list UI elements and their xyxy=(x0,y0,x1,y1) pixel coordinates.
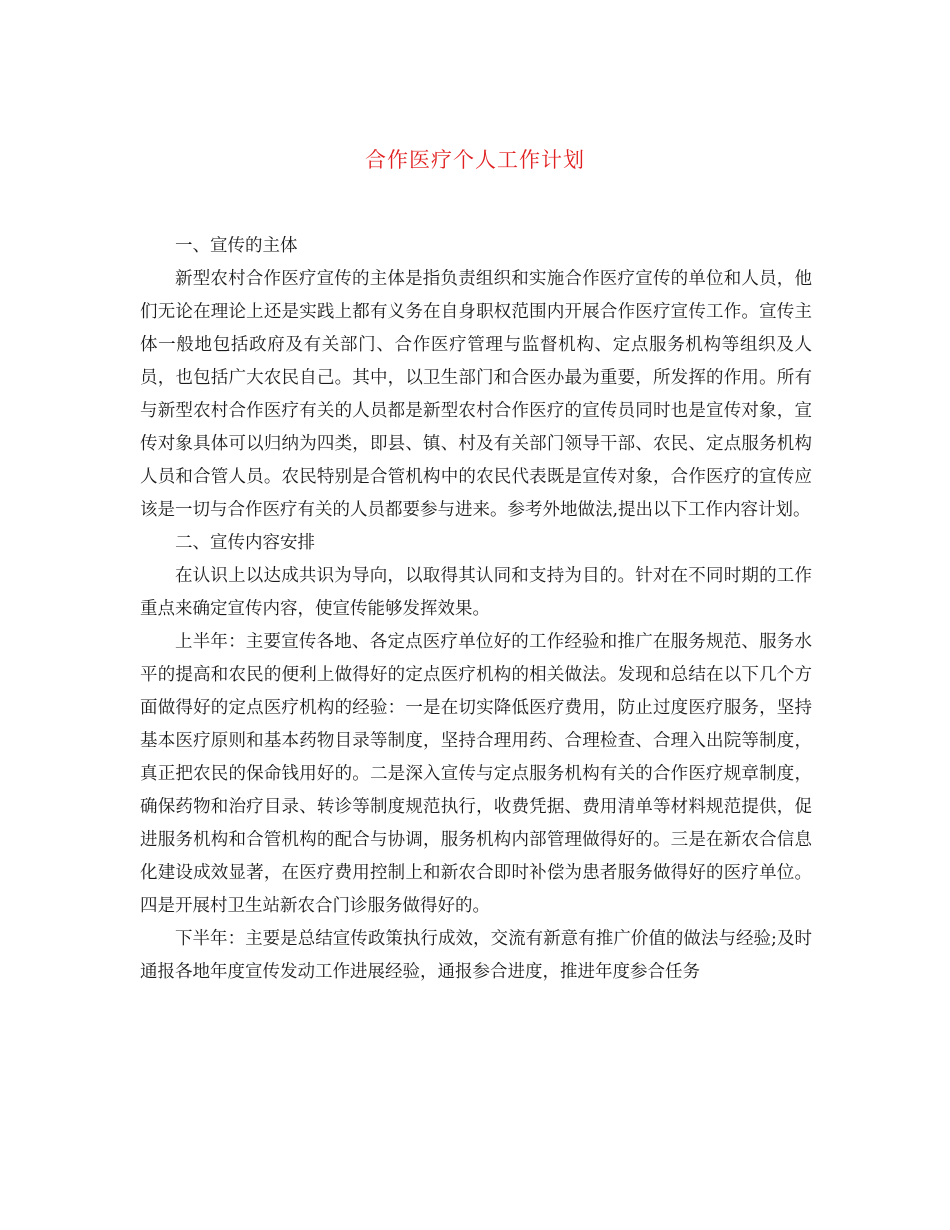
section-heading-2: 二、宣传内容安排 xyxy=(175,533,315,553)
section-heading-1: 一、宣传的主体 xyxy=(175,236,298,256)
paragraph-3: 上半年：主要宣传各地、各定点医疗单位好的工作经验和推广在服务规范、服务水平的提高和农民的便利上做得好的定点医疗机构的相关做法。发现和总结在以下几个方面做得好的定点医疗机构的经验：一是在切实降低医疗费用，防止过度医疗服务，坚持基本医疗原则和基本药物目录等制度，坚持合理用药、合理检查、合理入出院等制度，真正把农民的保命钱用好的。二是深入宣传与定点服务机构有关的合作医疗规章制度，确保药物和治疗目录、转诊等制度规范执行，收费凭据、费用清单等材料规范提供，促进服务机构和合管机构的配合与协调，服务机构内部管理做得好的。三是在新农合信息化建设成效显著，在医疗费用控制上和新农合即时补偿为患者服务做得好的医疗单位。四是开展村卫生站新农合门诊服务做得好的。 xyxy=(140,632,812,916)
paragraph-4: 下半年：主要是总结宣传政策执行成效，交流有新意有推广价值的做法与经验;及时通报各地年度宣传发动工作进展经验，通报参合进度，推进年度参合任务 xyxy=(140,929,812,982)
paragraph-2: 在认识上以达成共识为导向，以取得其认同和支持为目的。针对在不同时期的工作重点来确定宣传内容，使宣传能够发挥效果。 xyxy=(140,566,812,619)
paragraph-1: 新型农村合作医疗宣传的主体是指负责组织和实施合作医疗宣传的单位和人员，他们无论在理论上还是实践上都有义务在自身职权范围内开展合作医疗宣传工作。宣传主体一般地包括政府及有关部门、合作医疗管理与监督机构、定点服务机构等组织及人员，也包括广大农民自己。其中，以卫生部门和合医办最为重要，所发挥的作用。所有与新型农村合作医疗有关的人员都是新型农村合作医疗的宣传员同时也是宣传对象，宣传对象具体可以归纳为四类，即县、镇、村及有关部门领导干部、农民、定点服务机构人员和合管人员。农民特别是合管机构中的农民代表既是宣传对象，合作医疗的宣传应该是一切与合作医疗有关的人员都要参与进来。参考外地做法,提出以下工作内容计划。 xyxy=(140,269,812,520)
document-title: 合作医疗个人工作计划 xyxy=(365,148,585,172)
document-body xyxy=(140,230,812,989)
